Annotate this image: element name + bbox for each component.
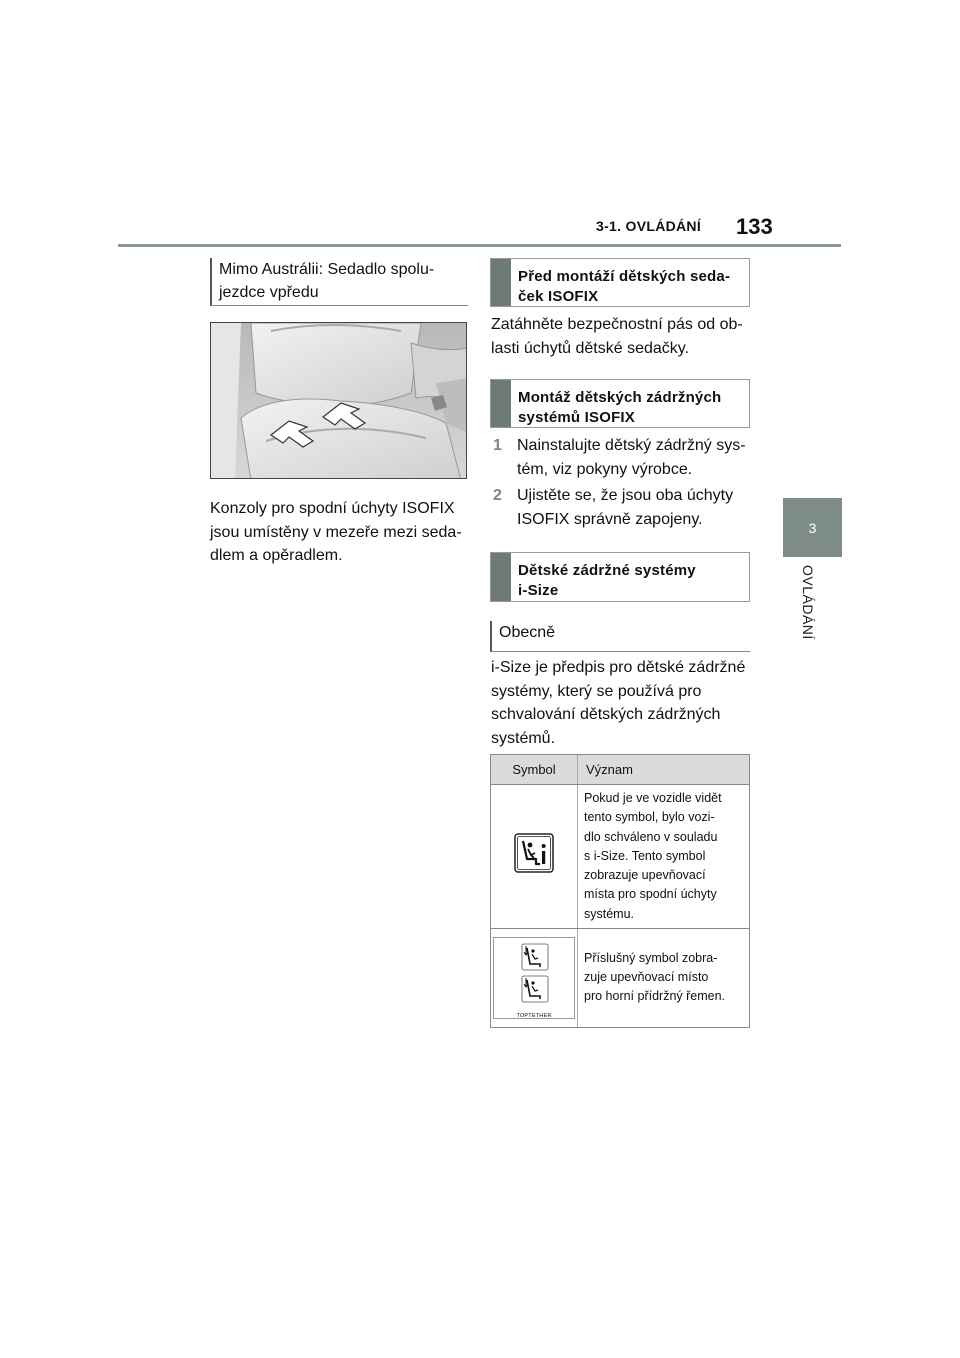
heading-accent-bar: [491, 380, 511, 427]
table-header-row: [491, 755, 749, 785]
table-row: [491, 929, 749, 1027]
heading-isize: [490, 552, 750, 602]
paragraph-line: lasti úchytů dětské sedačky.: [491, 339, 690, 357]
paragraph-line: systémů.: [491, 729, 556, 747]
meaning-line: s i-Size. Tento symbol: [584, 848, 706, 863]
paragraph-line: Zatáhněte bezpečnostní pás od ob-: [491, 316, 743, 333]
header-rule: [118, 244, 841, 247]
heading-accent-bar: [491, 553, 511, 601]
column-header-meaning: Význam: [578, 755, 750, 785]
step-item: [493, 484, 757, 532]
meaning-line: místa pro spodní úchyty: [584, 887, 717, 902]
meaning-line: dlo schváleno v souladu: [584, 829, 718, 844]
paragraph-isize: [491, 656, 753, 750]
image-caption: [210, 497, 472, 568]
meaning-line: tento symbol, bylo vozi-: [584, 810, 715, 825]
meaning-line: Pokud je ve vozidle vidět: [584, 791, 722, 805]
step-item: [493, 434, 757, 482]
top-tether-label: TOPTETHER: [516, 1012, 552, 1019]
meaning-cell: [578, 929, 750, 1027]
table-row: [491, 785, 749, 929]
meaning-cell: [578, 785, 750, 929]
meaning-line: zobrazuje upevňovací: [584, 868, 706, 883]
caption-line: Konzoly pro spodní úchyty ISOFIX: [210, 500, 455, 517]
meaning-line: systému.: [584, 906, 635, 921]
isofix-seat-photo: [210, 322, 467, 479]
meaning-line: Příslušný symbol zobra-: [584, 950, 718, 965]
paragraph-before: [491, 313, 753, 360]
heading-text: Dětské zádržné systémy i-Size: [518, 562, 696, 599]
subheading-front-seat: Mimo Austrálii: Sedadlo spolu- jezdce vpředu: [210, 258, 468, 306]
symbol-table: [490, 754, 750, 1028]
meaning-line: zuje upevňovací místo: [584, 970, 709, 985]
heading-mounting: [490, 379, 750, 428]
tether-seat-icons: [494, 940, 574, 1008]
chapter-label-text: OVLÁDÁNÍ: [800, 565, 816, 640]
heading-accent-bar: [491, 259, 511, 306]
heading-text: Před montáží dětských seda- ček ISOFIX: [518, 268, 731, 305]
heading-before-mounting: [490, 258, 750, 307]
column-header-symbol: Symbol: [491, 755, 578, 785]
step-text: Ujistěte se, že jsou oba úchyty ISOFIX správně zapojeny.: [517, 487, 734, 528]
heading-text: Montáž dětských zádržných systémů ISOFIX: [518, 389, 722, 426]
section-title: 3-1. OVLÁDÁNÍ: [596, 218, 702, 234]
step-number: 1: [493, 437, 502, 454]
symbol-cell: [491, 785, 578, 929]
step-number: 2: [493, 487, 502, 504]
paragraph-line: schvalování dětských zádržných: [491, 706, 721, 723]
paragraph-line: i-Size je předpis pro dětské zádržné: [491, 659, 746, 676]
paragraph-line: systémy, který se používá pro: [491, 682, 702, 700]
step-text: Nainstalujte dětský zádržný sys- tém, viz pokyny výrobce.: [517, 437, 746, 478]
chapter-label: [790, 565, 830, 655]
chapter-tab: 3: [783, 498, 842, 557]
symbol-cell: [491, 929, 578, 1027]
caption-line: dlem a opěradlem.: [210, 547, 343, 564]
meaning-line: pro horní přídržný řemen.: [584, 989, 726, 1004]
caption-line: jsou umístěny v mezeře mezi seda-: [210, 523, 462, 541]
top-tether-icon: [493, 937, 575, 1019]
subheading-general: Obecně: [490, 621, 750, 652]
page-number: 133: [736, 214, 773, 239]
isize-seat-icon: [514, 833, 554, 873]
seat-illustration: [211, 323, 467, 479]
